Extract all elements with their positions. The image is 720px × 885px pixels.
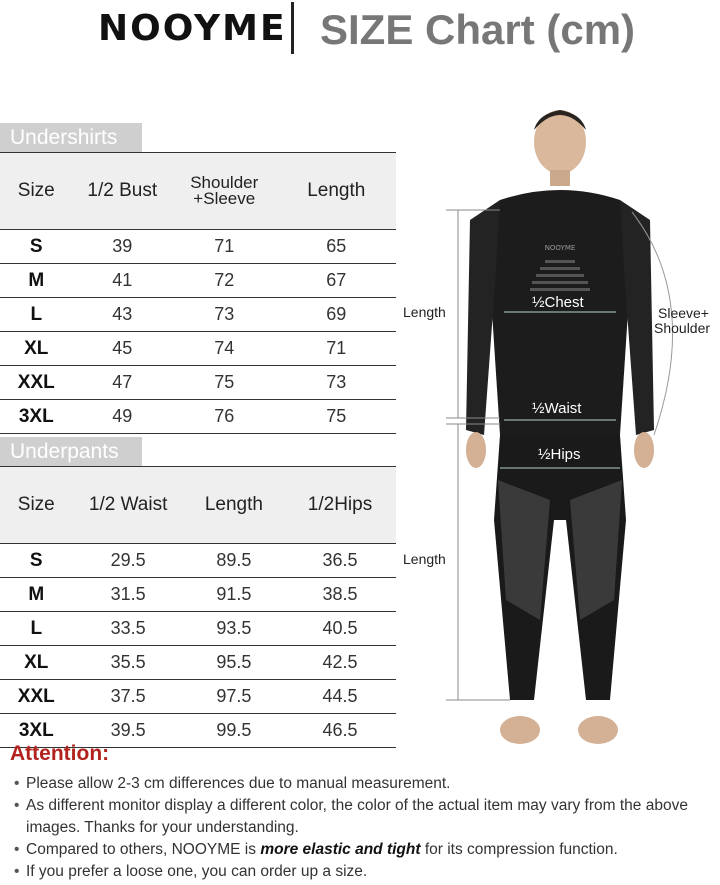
col-half-waist: 1/2 Waist	[73, 467, 184, 544]
size-cell: M	[0, 578, 73, 612]
length-label-bottom: Length	[403, 551, 446, 567]
value-cell: 67	[277, 264, 396, 298]
model-left-foot	[500, 716, 540, 744]
note-emphasis: more elastic and tight	[260, 841, 421, 858]
underpants-table	[0, 466, 396, 748]
value-cell: 65	[277, 230, 396, 264]
shoulder-label: Shoulder	[190, 173, 259, 192]
col-size: Size	[0, 153, 73, 230]
value-cell: 71	[277, 332, 396, 366]
note-text: for its compression function.	[420, 841, 618, 858]
value-cell: 35.5	[73, 646, 184, 680]
value-cell: 99.5	[184, 714, 284, 748]
col-size: Size	[0, 467, 73, 544]
note-item: • Please allow 2-3 cm differences due to manual measurement.	[14, 773, 714, 795]
value-cell: 37.5	[73, 680, 184, 714]
model-left-hand	[466, 432, 486, 468]
size-cell: S	[0, 544, 73, 578]
table-row	[0, 544, 396, 578]
value-cell: 72	[172, 264, 277, 298]
value-cell: 69	[277, 298, 396, 332]
table-header-row	[0, 153, 396, 230]
table-row	[0, 230, 396, 264]
col-half-bust: 1/2 Bust	[73, 153, 172, 230]
table-header-row	[0, 467, 396, 544]
value-cell: 42.5	[284, 646, 396, 680]
table-row	[0, 680, 396, 714]
model-neck	[550, 170, 570, 186]
model-figure	[400, 100, 720, 760]
size-cell: XL	[0, 646, 73, 680]
value-cell: 46.5	[284, 714, 396, 748]
model-right-hand	[634, 432, 654, 468]
value-cell: 36.5	[284, 544, 396, 578]
value-cell: 95.5	[184, 646, 284, 680]
header-divider	[291, 2, 294, 54]
size-cell: L	[0, 612, 73, 646]
value-cell: 93.5	[184, 612, 284, 646]
value-cell: 39	[73, 230, 172, 264]
table-row	[0, 298, 396, 332]
value-cell: 43	[73, 298, 172, 332]
value-cell: 40.5	[284, 612, 396, 646]
value-cell: 38.5	[284, 578, 396, 612]
col-half-hips: 1/2Hips	[284, 467, 396, 544]
size-cell: M	[0, 264, 73, 298]
header	[0, 0, 720, 70]
chest-label: ½Chest	[532, 294, 584, 311]
hips-label: ½Hips	[538, 446, 581, 463]
size-cell: XXL	[0, 680, 73, 714]
value-cell: 45	[73, 332, 172, 366]
value-cell: 49	[73, 400, 172, 434]
value-cell: 73	[277, 366, 396, 400]
shirt-logo: NOOYME	[544, 244, 576, 252]
value-cell: 73	[172, 298, 277, 332]
sleeve-label: Sleeve+	[658, 305, 709, 321]
model-illustration	[400, 100, 720, 760]
table-row	[0, 612, 396, 646]
table-row	[0, 400, 396, 434]
note-item: • As different monitor display a different color, the color of the actual item may vary from the above images. Thanks for your understanding.	[14, 795, 714, 839]
value-cell: 76	[172, 400, 277, 434]
brand-logo: NOOYME	[98, 8, 287, 49]
table-row	[0, 264, 396, 298]
attention-title: Attention:	[10, 742, 110, 765]
value-cell: 75	[277, 400, 396, 434]
size-cell: XXL	[0, 366, 73, 400]
col-length: Length	[184, 467, 284, 544]
value-cell: 97.5	[184, 680, 284, 714]
value-cell: 75	[172, 366, 277, 400]
model-right-foot	[578, 716, 618, 744]
table-row	[0, 578, 396, 612]
size-cell: XL	[0, 332, 73, 366]
note-text: Compared to others, NOOYME is	[26, 841, 261, 858]
size-cell: L	[0, 298, 73, 332]
value-cell: 29.5	[73, 544, 184, 578]
table-row	[0, 646, 396, 680]
length-label-top: Length	[403, 304, 446, 320]
col-shoulder-sleeve	[172, 153, 277, 230]
size-cell: 3XL	[0, 400, 73, 434]
table-row	[0, 366, 396, 400]
size-cell: S	[0, 230, 73, 264]
shoulder-label: Shoulder	[654, 320, 711, 336]
page-title: SIZE Chart (cm)	[320, 6, 636, 53]
underpants-tag: Underpants	[0, 437, 142, 467]
value-cell: 44.5	[284, 680, 396, 714]
attention-notes	[14, 773, 714, 883]
undershirts-table	[0, 152, 396, 434]
undershirts-tag: Undershirts	[0, 123, 142, 153]
value-cell: 71	[172, 230, 277, 264]
value-cell: 91.5	[184, 578, 284, 612]
value-cell: 31.5	[73, 578, 184, 612]
table-row	[0, 332, 396, 366]
waist-label: ½Waist	[532, 400, 582, 417]
value-cell: 39.5	[73, 714, 184, 748]
value-cell: 74	[172, 332, 277, 366]
value-cell: 41	[73, 264, 172, 298]
note-item	[14, 839, 714, 861]
value-cell: 33.5	[73, 612, 184, 646]
note-item: • If you prefer a loose one, you can order up a size.	[14, 861, 714, 883]
value-cell: 89.5	[184, 544, 284, 578]
size-cell: 3XL	[0, 714, 73, 748]
sleeve-label: +Sleeve	[193, 189, 256, 208]
col-length: Length	[277, 153, 396, 230]
value-cell: 47	[73, 366, 172, 400]
